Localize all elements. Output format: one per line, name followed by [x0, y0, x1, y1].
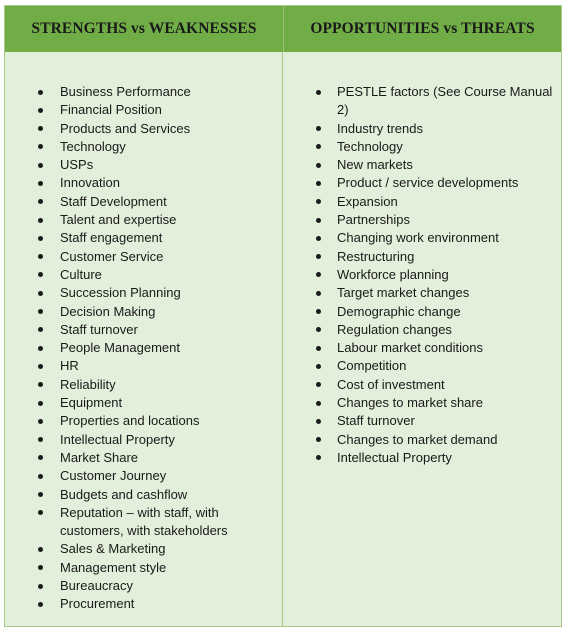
bullet-icon: [38, 291, 43, 296]
strengths-weaknesses-list: [5, 83, 282, 614]
bullet-icon: [38, 547, 43, 552]
list-item: [283, 120, 561, 138]
bullet-icon: [38, 346, 43, 351]
bullet-icon: [38, 163, 43, 168]
bullet-icon: [38, 108, 43, 113]
list-item: [283, 193, 561, 211]
list-item: [283, 83, 561, 120]
bullet-icon: [38, 455, 43, 460]
list-item-label: Management style: [60, 559, 167, 575]
list-item: [5, 357, 282, 375]
bullet-icon: [316, 254, 321, 259]
bullet-icon: [38, 565, 43, 570]
bullet-icon: [316, 309, 321, 314]
list-item: [283, 248, 561, 266]
bullet-icon: [316, 419, 321, 424]
list-item: [5, 284, 282, 302]
bullet-icon: [316, 346, 321, 351]
table-header-row: [5, 6, 561, 52]
list-item: [5, 83, 282, 101]
list-item-label: Succession Planning: [60, 285, 181, 301]
list-item-label: Regulation changes: [337, 321, 452, 337]
list-item-label: Decision Making: [60, 303, 156, 319]
list-item-label: Intellectual Property: [337, 449, 452, 465]
list-item: [5, 504, 282, 541]
bullet-icon: [316, 455, 321, 460]
list-item-label: Changes to market share: [337, 395, 483, 411]
bullet-icon: [38, 510, 43, 515]
bullet-icon: [316, 199, 321, 204]
list-item-label: Talent and expertise: [60, 212, 177, 228]
list-item: [5, 467, 282, 485]
list-item-label: People Management: [60, 340, 180, 356]
bullet-icon: [38, 437, 43, 442]
list-item-label: New markets: [337, 157, 413, 173]
list-item: [283, 303, 561, 321]
list-item: [5, 138, 282, 156]
list-item-label: Properties and locations: [60, 413, 200, 429]
list-item-label: Demographic change: [337, 303, 461, 319]
list-item-label: Staff Development: [60, 193, 167, 209]
list-item: [5, 174, 282, 192]
list-item-label: Business Performance: [60, 84, 191, 99]
list-item: [283, 211, 561, 229]
list-item-label: Technology: [60, 138, 126, 154]
list-item-label: Reliability: [60, 376, 116, 392]
list-item: [5, 595, 282, 613]
list-item-label: Innovation: [60, 175, 120, 191]
list-item: [283, 284, 561, 302]
list-item: [5, 303, 282, 321]
list-item: [283, 357, 561, 375]
opportunities-threats-list: [283, 83, 561, 467]
bullet-icon: [316, 364, 321, 369]
list-item-label: Financial Position: [60, 102, 162, 118]
bullet-icon: [316, 126, 321, 131]
list-item: [283, 266, 561, 284]
bullet-icon: [38, 236, 43, 241]
swot-table: [4, 5, 562, 627]
list-item-label: Industry trends: [337, 120, 423, 136]
list-item-label: Restructuring: [337, 248, 415, 264]
list-item: [5, 412, 282, 430]
bullet-icon: [38, 474, 43, 479]
bullet-icon: [316, 181, 321, 186]
bullet-icon: [38, 90, 43, 95]
list-item: [5, 101, 282, 119]
list-item-label: USPs: [60, 157, 94, 173]
list-item: [5, 156, 282, 174]
list-item: [283, 339, 561, 357]
list-item: [5, 577, 282, 595]
list-item: [283, 449, 561, 467]
list-item: [5, 540, 282, 558]
list-item: [283, 321, 561, 339]
list-item-label: Bureaucracy: [60, 578, 133, 594]
bullet-icon: [316, 218, 321, 223]
list-item-label: Changes to market demand: [337, 431, 498, 447]
list-item: [5, 266, 282, 284]
list-item: [5, 193, 282, 211]
bullet-icon: [38, 382, 43, 387]
bullet-icon: [316, 90, 321, 95]
list-item-label: Target market changes: [337, 285, 470, 301]
list-item-label: PESTLE factors (See Course Manual 2): [337, 84, 553, 118]
bullet-icon: [38, 309, 43, 314]
list-item-label: Technology: [337, 138, 403, 154]
list-item-label: Staff turnover: [337, 413, 415, 429]
list-item: [5, 394, 282, 412]
list-item-label: Workforce planning: [337, 266, 449, 282]
strengths-weaknesses-heading: STRENGTHS vs WEAKNESSES: [5, 6, 284, 52]
list-item: [5, 486, 282, 504]
list-item-label: Product / service developments: [337, 175, 519, 191]
list-item-label: Staff engagement: [60, 230, 163, 246]
list-item: [283, 229, 561, 247]
bullet-icon: [316, 236, 321, 241]
bullet-icon: [38, 181, 43, 186]
bullet-icon: [316, 401, 321, 406]
list-item-label: Sales & Marketing: [60, 541, 166, 557]
bullet-icon: [316, 437, 321, 442]
list-item-label: Labour market conditions: [337, 340, 483, 356]
list-item-label: Changing work environment: [337, 230, 499, 246]
bullet-icon: [38, 218, 43, 223]
bullet-icon: [38, 327, 43, 332]
list-item: [283, 394, 561, 412]
list-item-label: Intellectual Property: [60, 431, 175, 447]
list-item: [5, 248, 282, 266]
list-item: [283, 156, 561, 174]
list-item: [5, 321, 282, 339]
list-item-label: Customer Journey: [60, 468, 167, 484]
list-item-label: Culture: [60, 266, 102, 282]
list-item-label: HR: [60, 358, 79, 374]
list-item: [283, 376, 561, 394]
list-item-label: Reputation – with staff, with customers, with stakeholders: [60, 504, 228, 539]
list-item-label: Expansion: [337, 193, 398, 209]
bullet-icon: [316, 382, 321, 387]
list-item: [5, 339, 282, 357]
list-item: [5, 376, 282, 394]
bullet-icon: [316, 272, 321, 277]
table-body-row: [5, 52, 561, 626]
bullet-icon: [38, 492, 43, 497]
opportunities-threats-column: [283, 52, 561, 626]
list-item-label: Products and Services: [60, 120, 191, 136]
bullet-icon: [316, 327, 321, 332]
list-item: [5, 211, 282, 229]
list-item: [5, 229, 282, 247]
list-item: [283, 174, 561, 192]
list-item-label: Partnerships: [337, 212, 410, 228]
bullet-icon: [38, 144, 43, 149]
list-item: [5, 449, 282, 467]
list-item-label: Customer Service: [60, 248, 164, 264]
bullet-icon: [38, 199, 43, 204]
list-item-label: Cost of investment: [337, 376, 445, 392]
strengths-weaknesses-column: [5, 52, 283, 626]
list-item-label: Equipment: [60, 395, 123, 411]
bullet-icon: [38, 401, 43, 406]
bullet-icon: [38, 126, 43, 131]
bullet-icon: [38, 364, 43, 369]
bullet-icon: [316, 144, 321, 149]
list-item-label: Competition: [337, 358, 407, 374]
bullet-icon: [38, 272, 43, 277]
list-item: [5, 431, 282, 449]
bullet-icon: [38, 254, 43, 259]
list-item-label: Procurement: [60, 596, 135, 612]
list-item: [283, 412, 561, 430]
list-item-label: Staff turnover: [60, 321, 138, 337]
list-item-label: Market Share: [60, 449, 139, 465]
opportunities-threats-heading: OPPORTUNITIES vs THREATS: [310, 20, 535, 37]
list-item: [5, 120, 282, 138]
list-item: [5, 559, 282, 577]
list-item: [283, 431, 561, 449]
list-item: [283, 138, 561, 156]
bullet-icon: [316, 291, 321, 296]
bullet-icon: [316, 163, 321, 168]
bullet-icon: [38, 602, 43, 607]
bullet-icon: [38, 584, 43, 589]
list-item-label: Budgets and cashflow: [60, 486, 188, 502]
bullet-icon: [38, 419, 43, 424]
